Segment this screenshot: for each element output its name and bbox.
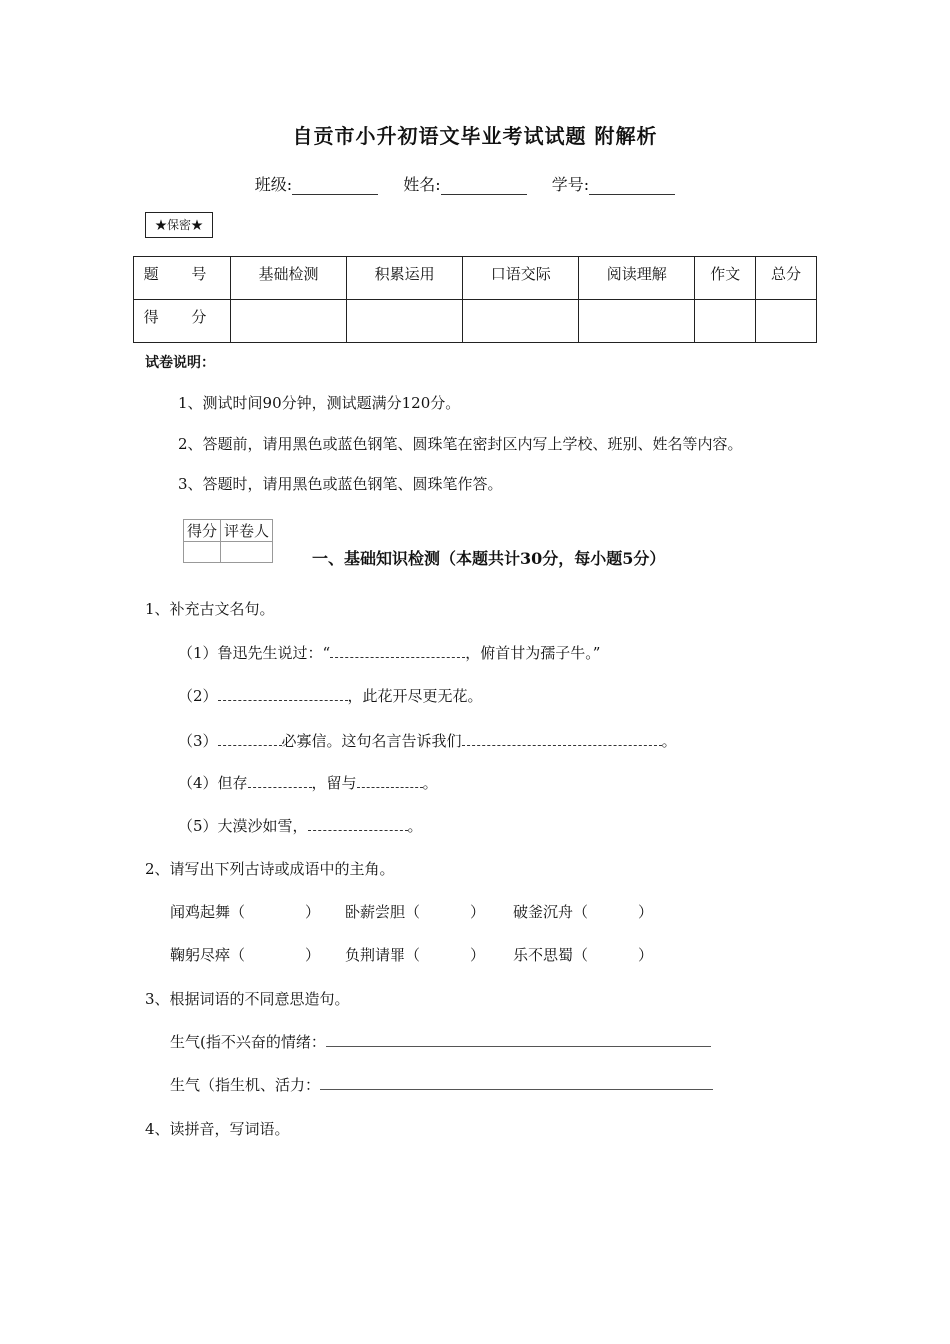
paren-close: ）: [305, 946, 321, 964]
question-1-item-2: [178, 685, 483, 706]
id-blank[interactable]: [589, 178, 675, 195]
score-header-cell: 基础检测: [231, 257, 347, 300]
item-text: 必寡信。这句名言告诉我们: [281, 732, 462, 750]
item-text: ，留与: [311, 774, 357, 792]
score-table: [133, 256, 817, 343]
note-item: 2、答题前，请用黑色或蓝色钢笔、圆珠笔在密封区内写上学校、班别、姓名等内容。: [178, 435, 743, 453]
score-cell[interactable]: [756, 300, 817, 343]
score-header-cell: 积累运用: [347, 257, 463, 300]
grader-label: 评卷人: [221, 520, 273, 542]
fill-blank[interactable]: [218, 731, 282, 746]
score-row-label: 得 分: [134, 300, 231, 343]
fill-blank[interactable]: [308, 816, 408, 831]
score-header-cell: 阅读理解: [579, 257, 695, 300]
idiom-text: 破釜沉舟（: [513, 903, 589, 921]
paren-close: ）: [638, 903, 654, 921]
section-title: 一、基础知识检测（本题共计30分，每小题5分）: [312, 549, 666, 568]
item-text: （5）大漠沙如雪，: [178, 817, 308, 835]
fill-blank[interactable]: [218, 686, 348, 701]
answer-line[interactable]: [326, 1032, 711, 1047]
fill-blank[interactable]: [357, 773, 423, 788]
question-2-item: [513, 901, 653, 922]
sentence-prompt: 生气(指不兴奋的情绪：: [170, 1033, 326, 1051]
fill-blank[interactable]: [248, 773, 312, 788]
notes-heading: 试卷说明：: [145, 355, 215, 371]
item-text: ，俯首甘为孺子牛。”: [465, 644, 601, 662]
question-2-stem: 2、请写出下列古诗或成语中的主角。: [145, 860, 395, 878]
idiom-text: 闻鸡起舞（: [170, 903, 246, 921]
question-1-item-5: [178, 815, 423, 836]
item-text: 。: [661, 732, 677, 750]
class-label: 班级:: [254, 175, 293, 194]
question-2-item: [345, 944, 485, 965]
score-cell[interactable]: [695, 300, 756, 343]
idiom-text: 乐不思蜀（: [513, 946, 589, 964]
question-2-item: [170, 901, 320, 922]
item-text: （4）但存: [178, 774, 248, 792]
note-item: 1、测试时间90分钟，测试题满分120分。: [178, 394, 461, 412]
score-cell[interactable]: [231, 300, 347, 343]
score-header-cell: 口语交际: [463, 257, 579, 300]
paren-close: ）: [638, 946, 654, 964]
paren-close: ）: [305, 903, 321, 921]
question-1-item-3: [178, 730, 677, 751]
score-header-cell: 总分: [756, 257, 817, 300]
score-cell[interactable]: [347, 300, 463, 343]
secret-badge: ★保密★: [145, 212, 213, 238]
grader-score-label: 得分: [184, 520, 221, 542]
item-text: 。: [422, 774, 438, 792]
item-text: （2）: [178, 687, 218, 705]
fill-blank[interactable]: [330, 643, 465, 658]
idiom-text: 卧薪尝胆（: [345, 903, 421, 921]
question-1-stem: 1、补充古文名句。: [145, 600, 275, 618]
question-3-line-2: [170, 1074, 713, 1095]
question-3-line-1: [170, 1031, 711, 1052]
answer-line[interactable]: [320, 1075, 713, 1090]
score-header-cell: 作文: [695, 257, 756, 300]
question-4-stem: 4、读拼音，写词语。: [145, 1120, 290, 1138]
note-item: 3、答题时，请用黑色或蓝色钢笔、圆珠笔作答。: [178, 475, 503, 493]
question-1-item-4: [178, 772, 438, 793]
question-2-item: [513, 944, 653, 965]
score-cell[interactable]: [579, 300, 695, 343]
score-header-cell: 题 号: [134, 257, 231, 300]
question-3-stem: 3、根据词语的不同意思造句。: [145, 990, 350, 1008]
name-label: 姓名:: [403, 175, 441, 194]
question-2-item: [345, 901, 485, 922]
item-text: ，此花开尽更无花。: [347, 687, 483, 705]
student-info-line: [0, 172, 950, 195]
item-text: （1）鲁迅先生说过：“: [178, 644, 331, 662]
question-1-item-1: [178, 642, 600, 663]
paren-close: ）: [470, 903, 486, 921]
page-title: 自贡市小升初语文毕业考试试题 附解析: [292, 124, 658, 148]
sentence-prompt: 生气（指生机、活力：: [170, 1076, 321, 1094]
grader-box: [183, 519, 273, 563]
class-blank[interactable]: [292, 178, 378, 195]
name-blank[interactable]: [441, 178, 527, 195]
paren-close: ）: [470, 946, 486, 964]
id-label: 学号:: [551, 175, 590, 194]
fill-blank[interactable]: [462, 731, 662, 746]
idiom-text: 鞠躬尽瘁（: [170, 946, 246, 964]
grader-name-cell[interactable]: [221, 542, 273, 563]
question-2-item: [170, 944, 320, 965]
item-text: 。: [407, 817, 423, 835]
score-table-score-row: [134, 300, 817, 343]
idiom-text: 负荆请罪（: [345, 946, 421, 964]
grader-score-cell[interactable]: [184, 542, 221, 563]
item-text: （3）: [178, 732, 218, 750]
score-cell[interactable]: [463, 300, 579, 343]
score-table-header-row: [134, 257, 817, 300]
